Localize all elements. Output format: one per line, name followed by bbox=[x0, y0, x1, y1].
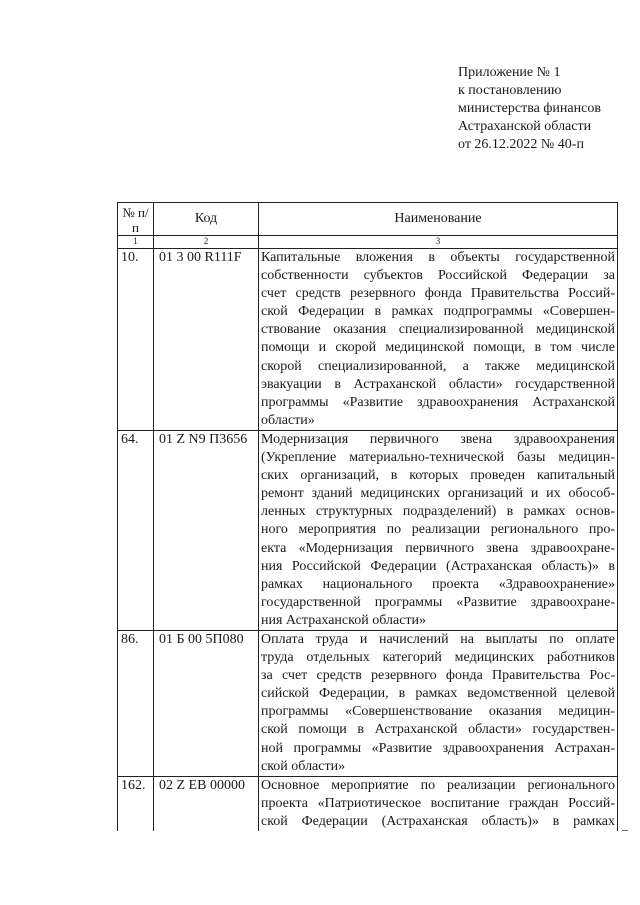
row-name bbox=[259, 776, 618, 831]
row-name-line: помощи и скорой медицинской помощи, в том числе bbox=[261, 340, 615, 356]
column-number-3: 3 bbox=[259, 236, 618, 249]
row-name-line: Оплата труда и начислений на выплаты по оплате bbox=[261, 631, 615, 647]
table-row bbox=[118, 630, 618, 776]
row-name-line: ской помощи в Астраханской области» государствен- bbox=[261, 722, 615, 738]
row-name-line: ской Федерации (Астраханская область)» в рамках bbox=[261, 813, 615, 829]
header-number: № п/п bbox=[118, 203, 154, 236]
appendix-ministry: министерства финансов bbox=[458, 101, 601, 116]
row-number: 86. bbox=[118, 630, 154, 776]
row-name-line: собственности субъектов Российской Федерации за bbox=[261, 268, 615, 284]
row-name-line: проекта «Патриотическое воспитание граждан Россий- bbox=[261, 795, 615, 811]
row-number: 64. bbox=[118, 430, 154, 630]
row-name-line: программы «Совершенствование оказания медицин- bbox=[261, 704, 615, 720]
row-code: 02 Z EB 00000 bbox=[154, 776, 259, 831]
column-number-1: 1 bbox=[118, 236, 154, 249]
row-name-line: ской Федерации в рамках подпрограммы «Совершен- bbox=[261, 304, 615, 320]
row-name-line: скорой специализированной, а также медицинской bbox=[261, 358, 615, 374]
row-number: 162. bbox=[118, 776, 154, 831]
header-code: Код bbox=[154, 203, 259, 236]
row-code: 01 3 00 R111F bbox=[154, 249, 259, 431]
row-name-line: рамках национального проекта «Здравоохранение» bbox=[261, 576, 615, 592]
row-name-line: сийской Федерации, в рамках ведомственной целевой bbox=[261, 686, 615, 702]
appendix-region: Астраханской области bbox=[458, 119, 592, 134]
appendix-title: Приложение № 1 bbox=[458, 65, 561, 80]
row-name-line: ленных структурных подразделений) в рамках основ- bbox=[261, 504, 615, 520]
row-name bbox=[259, 630, 618, 776]
column-number-row bbox=[118, 236, 618, 249]
table-header-row bbox=[118, 203, 618, 236]
row-name-line: ной программы «Развитие здравоохранения Астрахан- bbox=[261, 740, 615, 756]
budget-codes-table bbox=[117, 202, 618, 831]
row-name-line: Модернизация первичного звена здравоохранения bbox=[261, 431, 615, 447]
table-row bbox=[118, 430, 618, 630]
row-code: 01 Б 00 5П080 bbox=[154, 630, 259, 776]
row-name-line: труда отдельных категорий медицинских работников bbox=[261, 650, 615, 666]
appendix-date-number: от 26.12.2022 № 40-п bbox=[458, 137, 584, 152]
appendix-reference: к постановлению bbox=[458, 83, 562, 98]
row-name-line: ния Астраханской области» bbox=[261, 612, 427, 628]
row-name-line: ного мероприятия по реализации регионального про- bbox=[261, 522, 615, 538]
row-name-line: ствование оказания специализированной медицинской bbox=[261, 322, 615, 338]
appendix-header bbox=[458, 64, 636, 154]
row-name-line: ния Российской Федерации (Астраханская область)» в bbox=[261, 558, 615, 574]
column-number-2: 2 bbox=[154, 236, 259, 249]
row-name bbox=[259, 249, 618, 431]
row-name-line: екта «Модернизация первичного звена здравоохране- bbox=[261, 540, 615, 556]
row-code: 01 Z N9 П3656 bbox=[154, 430, 259, 630]
row-name-line: ской области» bbox=[261, 758, 346, 774]
row-name-line: ских организаций, в которых проведен капитальный bbox=[261, 468, 615, 484]
row-name bbox=[259, 430, 618, 630]
row-name-line: программы «Развитие здравоохранения Астраханской bbox=[261, 394, 615, 410]
table-row bbox=[118, 249, 618, 431]
row-name-line: эвакуации в Астраханской области» государственной bbox=[261, 376, 615, 392]
header-name: Наименование bbox=[259, 203, 618, 236]
row-number: 10. bbox=[118, 249, 154, 431]
row-name-line: области» bbox=[261, 412, 315, 428]
row-name-line: ремонт зданий медицинских организаций и их обособ- bbox=[261, 486, 615, 502]
table-body bbox=[118, 249, 618, 832]
row-name-line: за счет средств резервного фонда Правительства Рос- bbox=[261, 668, 615, 684]
table-row bbox=[118, 776, 618, 831]
row-name-line: Основное мероприятие по реализации регионального bbox=[261, 777, 615, 793]
row-name-line: счет средств резервного фонда Правительства Россий- bbox=[261, 286, 615, 302]
margin-mark bbox=[622, 830, 628, 831]
row-name-line: государственной программы «Развитие здравоохране- bbox=[261, 594, 615, 610]
row-name-line: (Укрепление материально-технической базы медицин- bbox=[261, 450, 615, 466]
row-name-line: Капитальные вложения в объекты государственной bbox=[261, 250, 615, 265]
